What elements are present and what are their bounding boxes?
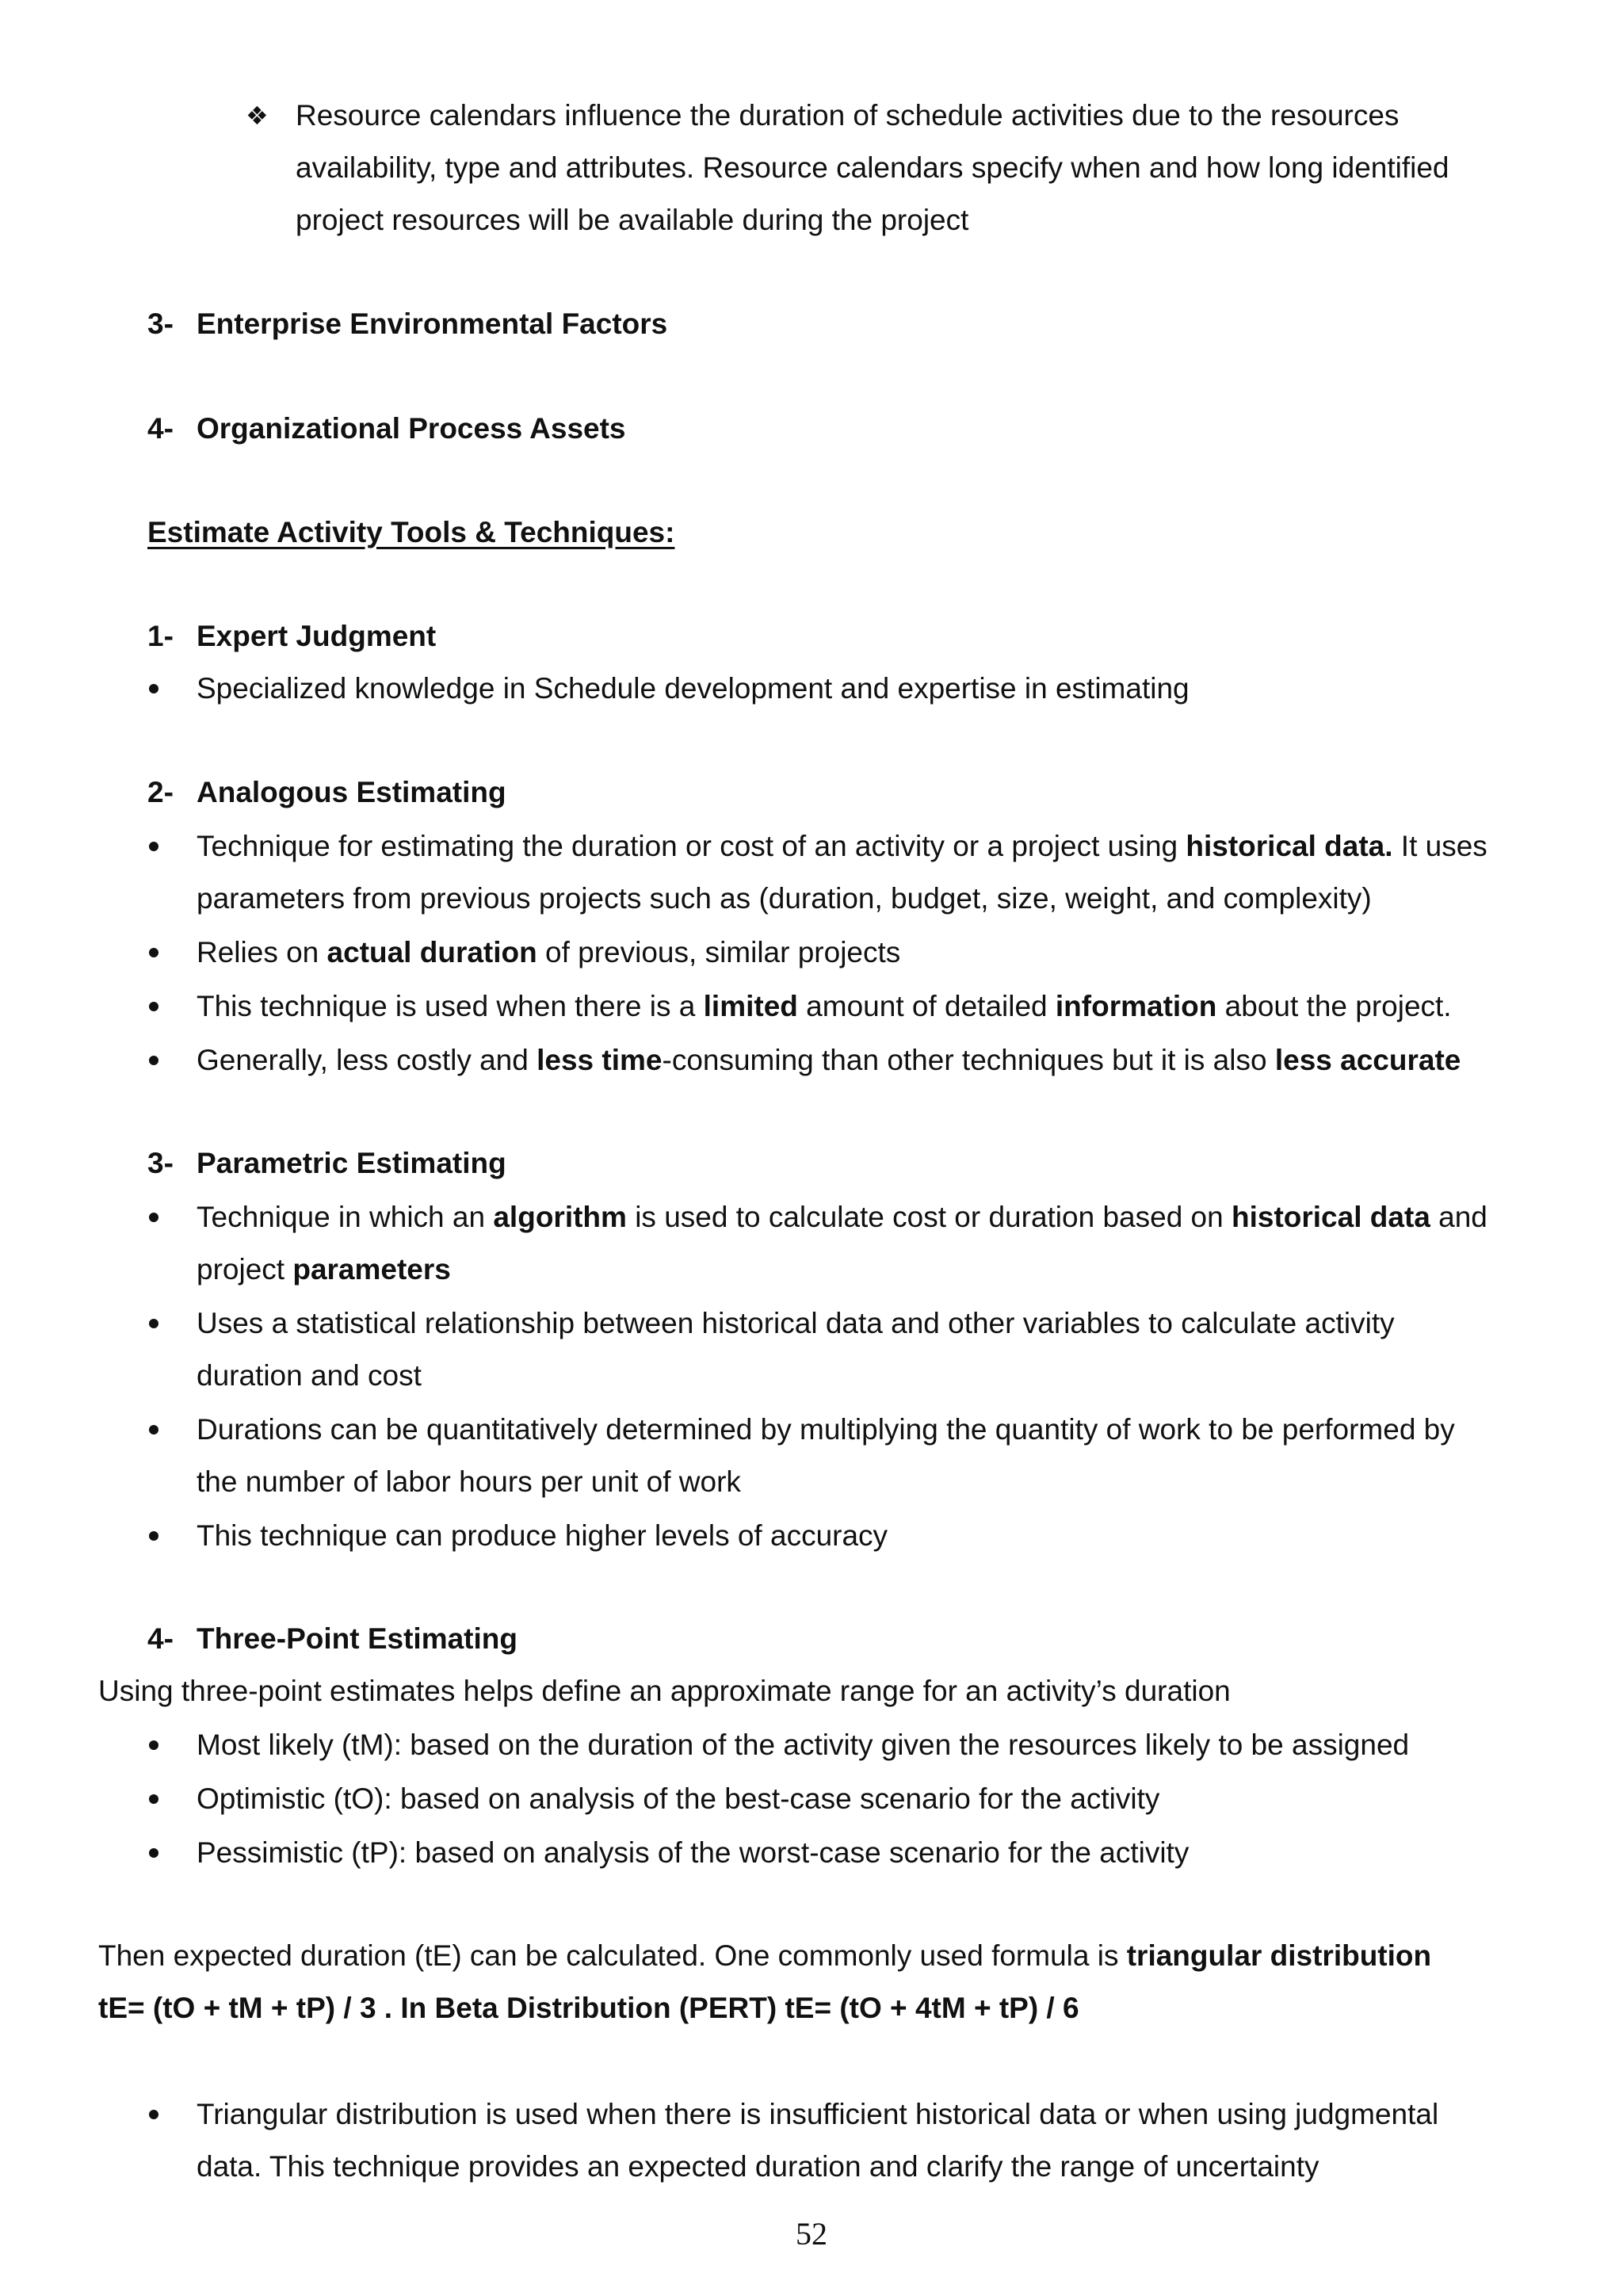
bullet-icon: [149, 1794, 158, 1804]
parametric-bullet-3: Durations can be quantitatively determined by multiplying the quantity of work to be performed by: [197, 1413, 1455, 1446]
bullet-icon: [149, 948, 158, 957]
expert-number: 1-: [147, 620, 174, 652]
parametric-title: Parametric Estimating: [197, 1147, 506, 1179]
resource-note-line-3: project resources will be available during the project: [296, 204, 969, 236]
analogous-bullet-1-line-2: parameters from previous projects such as (duration, budget, size, weight, and complexity): [197, 882, 1372, 915]
bullet-icon: [149, 1425, 158, 1435]
parametric-bullet-3-line-2: the number of labor hours per unit of work: [197, 1465, 741, 1498]
parametric-bullet-4: This technique can produce higher levels of accuracy: [197, 1519, 888, 1552]
triangular-bullet: Triangular distribution is used when there is insufficient historical data or when using judgmental: [197, 2098, 1439, 2130]
analogous-bullet-1: Technique for estimating the duration or cost of an activity or a project using historical data. It uses: [197, 830, 1487, 862]
analogous-bullet-4: Generally, less costly and less time-consuming than other techniques but it is also less accurate: [197, 1044, 1461, 1076]
parametric-bullet-2: Uses a statistical relationship between historical data and other variables to calculate activity: [197, 1307, 1395, 1339]
tools-heading: Estimate Activity Tools & Techniques:: [147, 516, 675, 548]
three-point-title: Three-Point Estimating: [197, 1622, 517, 1655]
resource-note-line-2: availability, type and attributes. Resource calendars specify when and how long identified: [296, 151, 1449, 184]
input-4-number: 4-: [147, 412, 174, 445]
parametric-bullet-1: Technique in which an algorithm is used to calculate cost or duration based on historical data and: [197, 1201, 1487, 1233]
analogous-number: 2-: [147, 776, 174, 808]
three-point-intro: Using three-point estimates helps define an approximate range for an activity’s duration: [98, 1675, 1231, 1707]
three-point-number: 4-: [147, 1622, 174, 1655]
three-point-bullet-1: Most likely (tM): based on the duration of the activity given the resources likely to be assigned: [197, 1729, 1410, 1761]
formula-text: tE= (tO + tM + tP) / 3 . In Beta Distribution (PERT) tE= (tO + 4tM + tP) / 6: [98, 1992, 1079, 2024]
bullet-icon: [149, 2110, 158, 2119]
bullet-icon: [149, 684, 158, 693]
bullet-icon: [149, 1848, 158, 1858]
resource-note-line-1: Resource calendars influence the duration of schedule activities due to the resources: [296, 99, 1400, 132]
bullet-icon: [149, 842, 158, 851]
parametric-bullet-1-line-2: project parameters: [197, 1253, 451, 1286]
parametric-number: 3-: [147, 1147, 174, 1179]
expert-title: Expert Judgment: [197, 620, 437, 652]
diamond-bullet-icon: ❖: [246, 101, 269, 130]
bullet-icon: [149, 1213, 158, 1222]
bullet-icon: [149, 1740, 158, 1750]
expected-duration-text: Then expected duration (tE) can be calculated. One commonly used formula is triangular distribution: [98, 1939, 1432, 1972]
input-4-title: Organizational Process Assets: [197, 412, 626, 445]
analogous-bullet-2: Relies on actual duration of previous, similar projects: [197, 936, 901, 968]
bullet-icon: [149, 1319, 158, 1328]
three-point-bullet-2: Optimistic (tO): based on analysis of the best-case scenario for the activity: [197, 1782, 1160, 1815]
input-3-number: 3-: [147, 308, 174, 340]
bullet-icon: [149, 1056, 158, 1065]
analogous-bullet-3: This technique is used when there is a limited amount of detailed information about the project.: [197, 990, 1452, 1022]
bullet-icon: [149, 1531, 158, 1541]
page-number: 52: [796, 2216, 827, 2252]
bullet-icon: [149, 1002, 158, 1011]
triangular-bullet-line-2: data. This technique provides an expected duration and clarify the range of uncertainty: [197, 2150, 1319, 2183]
analogous-title: Analogous Estimating: [197, 776, 506, 808]
three-point-bullet-3: Pessimistic (tP): based on analysis of the worst-case scenario for the activity: [197, 1836, 1190, 1869]
parametric-bullet-2-line-2: duration and cost: [197, 1359, 422, 1392]
expert-bullet-1: Specialized knowledge in Schedule development and expertise in estimating: [197, 672, 1190, 705]
input-3-title: Enterprise Environmental Factors: [197, 308, 668, 340]
